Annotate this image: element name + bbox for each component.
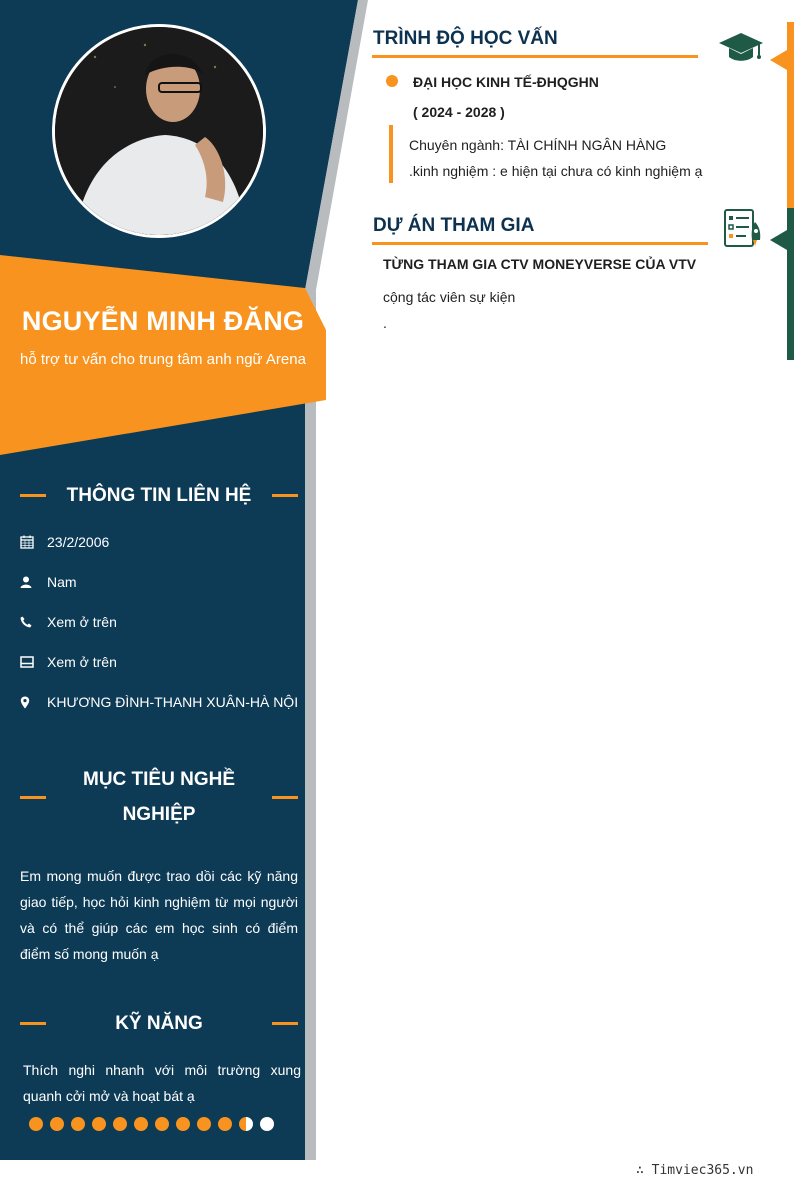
skill-rating-dot bbox=[218, 1117, 232, 1131]
email-icon bbox=[20, 656, 47, 668]
skills-text: Thích nghi nhanh với môi trường xung quanh cởi mở và hoạt bát ạ bbox=[23, 1062, 301, 1104]
education-major: Chuyên ngành: TÀI CHÍNH NGÂN HÀNG bbox=[409, 137, 667, 153]
contact-gender bbox=[20, 562, 320, 602]
objective-text: Em mong muốn được trao dồi các kỹ năng giao tiếp, học hỏi kinh nghiệm từ mọi người và có thể giúp các em học sinh có điểm điểm số mong muốn ạ bbox=[20, 868, 298, 962]
contact-phone bbox=[20, 602, 320, 642]
projects-accent-arrow bbox=[770, 230, 787, 250]
skill-rating-dot bbox=[176, 1117, 190, 1131]
skill-rating-dot bbox=[260, 1117, 274, 1131]
education-heading: TRÌNH ĐỘ HỌC VẤN bbox=[373, 28, 558, 49]
phone-value: Xem ở trên bbox=[47, 614, 117, 630]
contact-heading: THÔNG TIN LIÊN HỆ bbox=[20, 478, 298, 513]
skill-rating-dot bbox=[71, 1117, 85, 1131]
skill-rating-dot bbox=[239, 1117, 253, 1131]
calendar-icon bbox=[20, 535, 47, 549]
phone-icon bbox=[20, 616, 47, 628]
skill-rating bbox=[29, 1117, 274, 1131]
skill-rating-dot bbox=[134, 1117, 148, 1131]
address-value: KHƯƠNG ĐÌNH-THANH XUÂN-HÀ NỘI bbox=[47, 694, 299, 710]
project-checklist-icon bbox=[722, 208, 766, 255]
projects-underline bbox=[372, 242, 708, 245]
project-title: TỪNG THAM GIA CTV MONEYVERSE CỦA VTV bbox=[383, 256, 697, 272]
education-accent-bar bbox=[787, 22, 794, 208]
projects-accent-bar bbox=[787, 208, 794, 360]
education-years: ( 2024 - 2028 ) bbox=[413, 104, 505, 120]
contact-list bbox=[20, 522, 320, 722]
projects-heading: DỰ ÁN THAM GIA bbox=[373, 215, 535, 236]
gender-value: Nam bbox=[47, 574, 77, 590]
avatar bbox=[52, 24, 266, 238]
skill-rating-dot bbox=[113, 1117, 127, 1131]
location-icon bbox=[20, 696, 47, 709]
education-accent-arrow bbox=[770, 50, 787, 70]
skill-rating-dot bbox=[197, 1117, 211, 1131]
footer-brand: ∴ Timviec365.vn bbox=[636, 1163, 754, 1178]
contact-birthday bbox=[20, 522, 320, 562]
education-underline bbox=[372, 55, 698, 58]
skill-rating-dot bbox=[155, 1117, 169, 1131]
skill-rating-dot bbox=[92, 1117, 106, 1131]
objective-heading: MỤC TIÊU NGHỀ NGHIỆP bbox=[20, 762, 298, 832]
education-experience: .kinh nghiệm : e hiện tại chưa có kinh nghiệm ạ bbox=[409, 163, 703, 179]
graduation-cap-icon bbox=[718, 30, 764, 69]
skill-rating-dot bbox=[50, 1117, 64, 1131]
user-icon bbox=[20, 576, 47, 588]
timeline-bar bbox=[389, 125, 393, 183]
contact-email bbox=[20, 642, 320, 682]
profile-position: hỗ trợ tư vấn cho trung tâm anh ngữ Arena bbox=[20, 351, 306, 368]
project-role: cộng tác viên sự kiện bbox=[383, 289, 516, 305]
contact-address bbox=[20, 682, 320, 722]
skill-rating-dot bbox=[29, 1117, 43, 1131]
school-name: ĐẠI HỌC KINH TẾ-ĐHQGHN bbox=[413, 74, 599, 90]
email-value: Xem ở trên bbox=[47, 654, 117, 670]
profile-name: NGUYỄN MINH ĐĂNG bbox=[21, 306, 305, 336]
skills-heading: KỸ NĂNG bbox=[20, 1006, 298, 1041]
birthday-value: 23/2/2006 bbox=[47, 534, 110, 550]
project-note: . bbox=[383, 315, 387, 331]
timeline-dot bbox=[386, 75, 398, 87]
